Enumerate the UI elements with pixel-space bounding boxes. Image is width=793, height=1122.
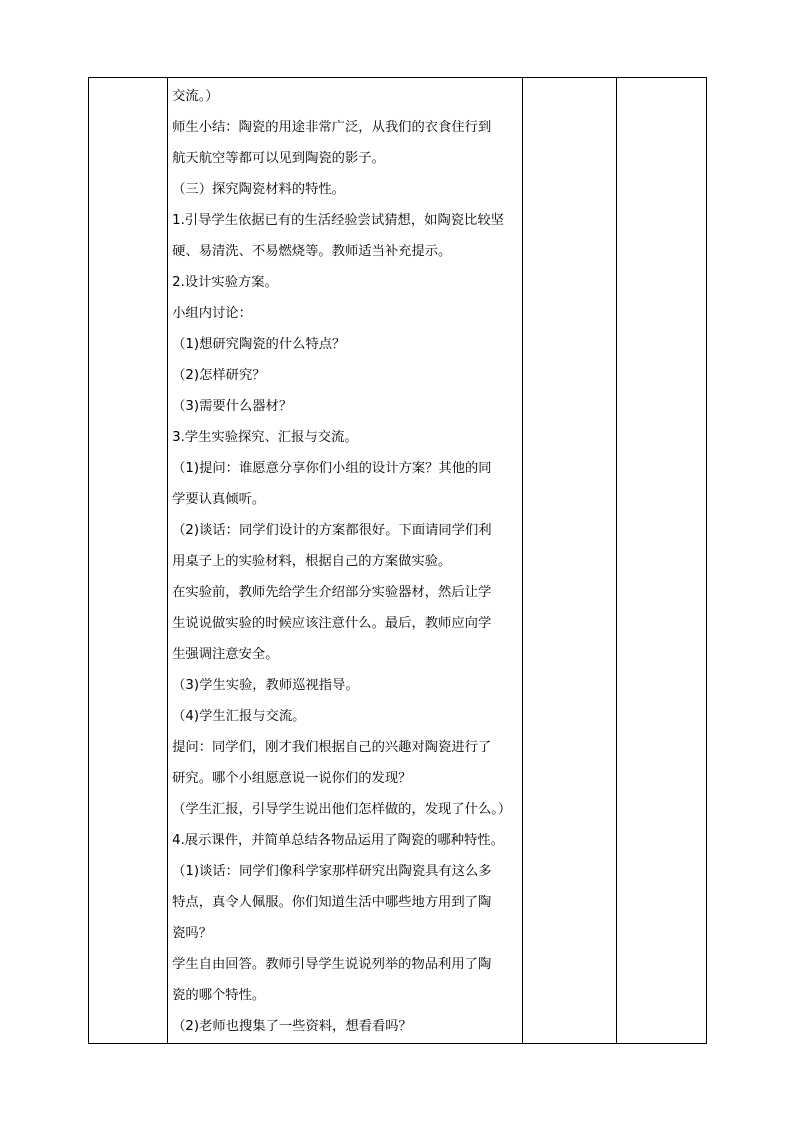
content-line: （3)学生实验，教师巡视指导。 bbox=[172, 678, 359, 693]
content-line: 在实验前，教师先给学生介绍部分实验器材，然后让学 bbox=[172, 585, 492, 600]
content-line: 师生小结：陶瓷的用途非常广泛，从我们的衣食住行到 bbox=[172, 120, 492, 135]
content-line: 硬、易清洗、不易燃烧等。教师适当补充提示。 bbox=[172, 244, 452, 259]
content-line: 用桌子上的实验材料，根据自己的方案做实验。 bbox=[172, 554, 452, 569]
stage-cell bbox=[89, 78, 168, 1044]
content-line: （学生汇报，引导学生说出他们怎样做的，发现了什么。） bbox=[172, 802, 512, 817]
content-line: （1)谈话：同学们像科学家那样研究出陶瓷具有这么多 bbox=[172, 864, 492, 879]
content-line: 1.引导学生依据已有的生活经验尝试猜想，如陶瓷比较坚 bbox=[172, 213, 504, 228]
content-line: 4.展示课件，并简单总结各物品运用了陶瓷的哪种特性。 bbox=[172, 833, 504, 848]
content-line: （2)老师也搜集了一些资料，想看看吗？ bbox=[172, 1019, 412, 1034]
content-line: 小组内讨论： bbox=[172, 306, 252, 321]
content-line: 瓷的哪个特性。 bbox=[172, 988, 266, 1003]
content-line: 3.学生实验探究、汇报与交流。 bbox=[172, 430, 358, 445]
content-line: （三）探究陶瓷材料的特性。 bbox=[172, 182, 345, 197]
content-line: 瓷吗？ bbox=[172, 926, 213, 941]
content-line: 提问：同学们，刚才我们根据自己的兴趣对陶瓷进行了 bbox=[172, 740, 492, 755]
content-line: 特点，真令人佩服。你们知道生活中哪些地方用到了陶 bbox=[172, 895, 492, 910]
content-line: （1)提问：谁愿意分享你们小组的设计方案？其他的同 bbox=[172, 461, 492, 476]
design-intent-cell bbox=[616, 78, 706, 1044]
content-line: 生说说做实验的时候应该注意什么。最后，教师应向学 bbox=[172, 616, 492, 631]
content-line: 学生自由回答。教师引导学生说说列举的物品利用了陶 bbox=[172, 957, 492, 972]
teaching-process-cell bbox=[168, 78, 523, 1044]
lesson-plan-table bbox=[88, 77, 707, 1044]
content-line: （3)需要什么器材？ bbox=[172, 399, 293, 414]
content-line: （2)谈话：同学们设计的方案都很好。下面请同学们利 bbox=[172, 523, 492, 538]
table-row bbox=[89, 78, 707, 1044]
content-line: 航天航空等都可以见到陶瓷的影子。 bbox=[172, 151, 385, 166]
content-line: （1)想研究陶瓷的什么特点？ bbox=[172, 337, 346, 352]
content-line: （4)学生汇报与交流。 bbox=[172, 709, 306, 724]
content-line: 学要认真倾听。 bbox=[172, 492, 266, 507]
content-line: 2.设计实验方案。 bbox=[172, 275, 278, 290]
student-activity-cell bbox=[522, 78, 616, 1044]
content-line: 研究。哪个小组愿意说一说你们的发现？ bbox=[172, 771, 412, 786]
content-line: 生强调注意安全。 bbox=[172, 647, 279, 662]
content-line: 交流。） bbox=[172, 89, 219, 104]
content-line: （2)怎样研究？ bbox=[172, 368, 266, 383]
